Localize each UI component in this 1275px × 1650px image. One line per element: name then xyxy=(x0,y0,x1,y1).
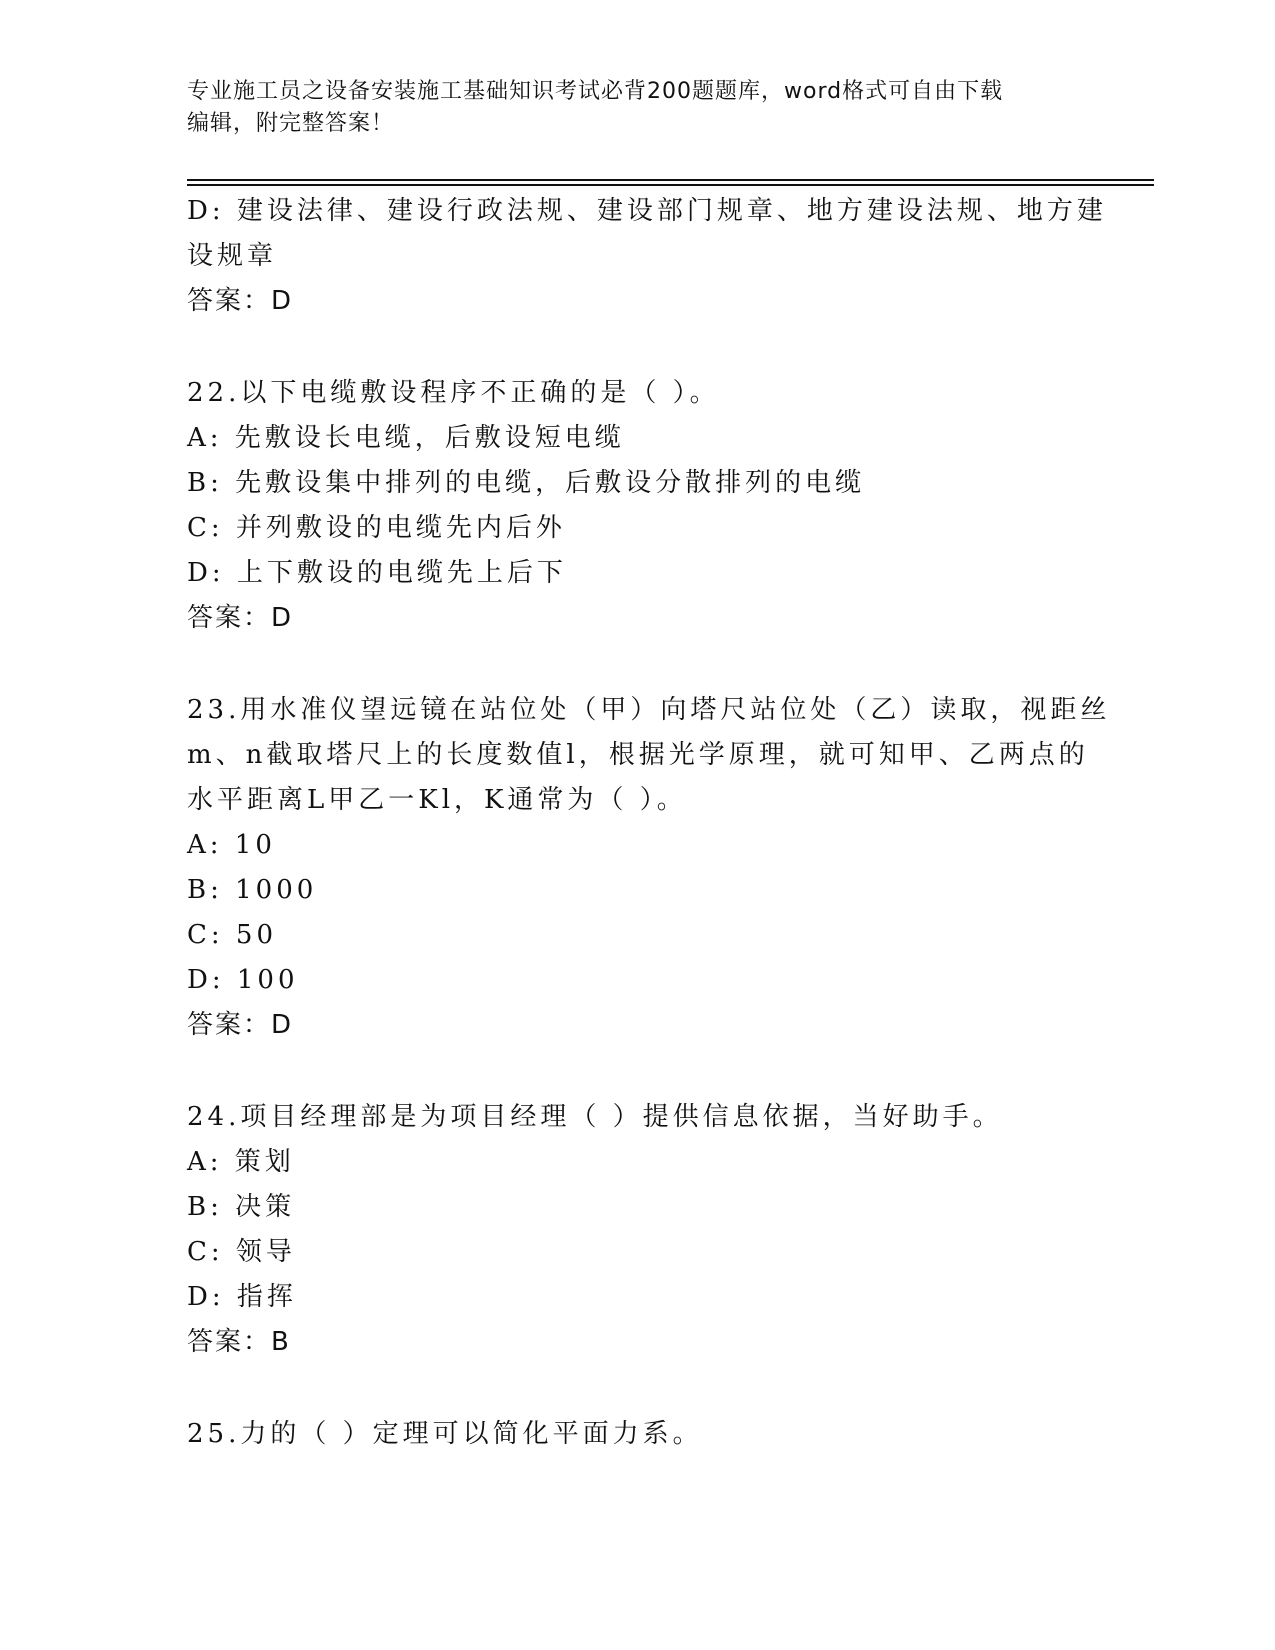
question-text-line-1: 23.用水准仪望远镜在站位处（甲）向塔尺站位处（乙）读取，视距丝 xyxy=(187,695,1111,725)
option-d: D: 指挥 xyxy=(187,1282,297,1312)
option-a: A: 先敷设长电缆，后敷设短电缆 xyxy=(187,423,625,453)
option-a: A: 策划 xyxy=(187,1147,295,1177)
answer-line: 答案：D xyxy=(187,603,294,633)
question-text: 22.以下电缆敷设程序不正确的是（ ）。 xyxy=(187,378,720,408)
question-text-line-3: 水平距离L甲乙一Kl，K通常为（ ）。 xyxy=(187,785,687,815)
answer-line: 答案：D xyxy=(187,1010,294,1040)
option-c: C: 并列敷设的电缆先内后外 xyxy=(187,513,566,543)
question-25 xyxy=(187,1412,1087,1457)
document-header xyxy=(187,76,1087,140)
option-c: C: 50 xyxy=(187,920,278,950)
header-divider-bottom xyxy=(187,184,1154,186)
header-title-line-2: 编辑，附完整答案！ xyxy=(187,111,395,136)
answer-line: 答案：D xyxy=(187,286,294,316)
question-list xyxy=(187,189,1111,1457)
option-d-line-1: D: 建设法律、建设行政法规、建设部门规章、地方建设法规、地方建 xyxy=(187,196,1107,226)
option-d: D: 100 xyxy=(187,965,299,995)
option-d: D: 上下敷设的电缆先上后下 xyxy=(187,558,567,588)
answer-line: 答案：B xyxy=(187,1327,291,1357)
question-text: 24.项目经理部是为项目经理（ ）提供信息依据，当好助手。 xyxy=(187,1102,1003,1132)
option-b: B: 先敷设集中排列的电缆，后敷设分散排列的电缆 xyxy=(187,468,866,498)
question-text-line-2: m、n截取塔尺上的长度数值l，根据光学原理，就可知甲、乙两点的 xyxy=(187,740,1089,770)
question-21-tail xyxy=(187,189,1107,324)
option-a: A: 10 xyxy=(187,830,276,860)
option-d-line-2: 设规章 xyxy=(187,241,278,271)
question-text: 25.力的（ ）定理可以简化平面力系。 xyxy=(187,1419,703,1449)
option-b: B: 决策 xyxy=(187,1192,296,1222)
option-c: C: 领导 xyxy=(187,1237,296,1267)
question-24 xyxy=(187,1095,1087,1365)
option-b: B: 1000 xyxy=(187,875,318,905)
question-22 xyxy=(187,371,1087,641)
question-23 xyxy=(187,688,1111,1048)
header-title-line-1: 专业施工员之设备安装施工基础知识考试必背200题题库，word格式可自由下载 xyxy=(187,79,1004,104)
header-divider-top xyxy=(187,179,1154,181)
